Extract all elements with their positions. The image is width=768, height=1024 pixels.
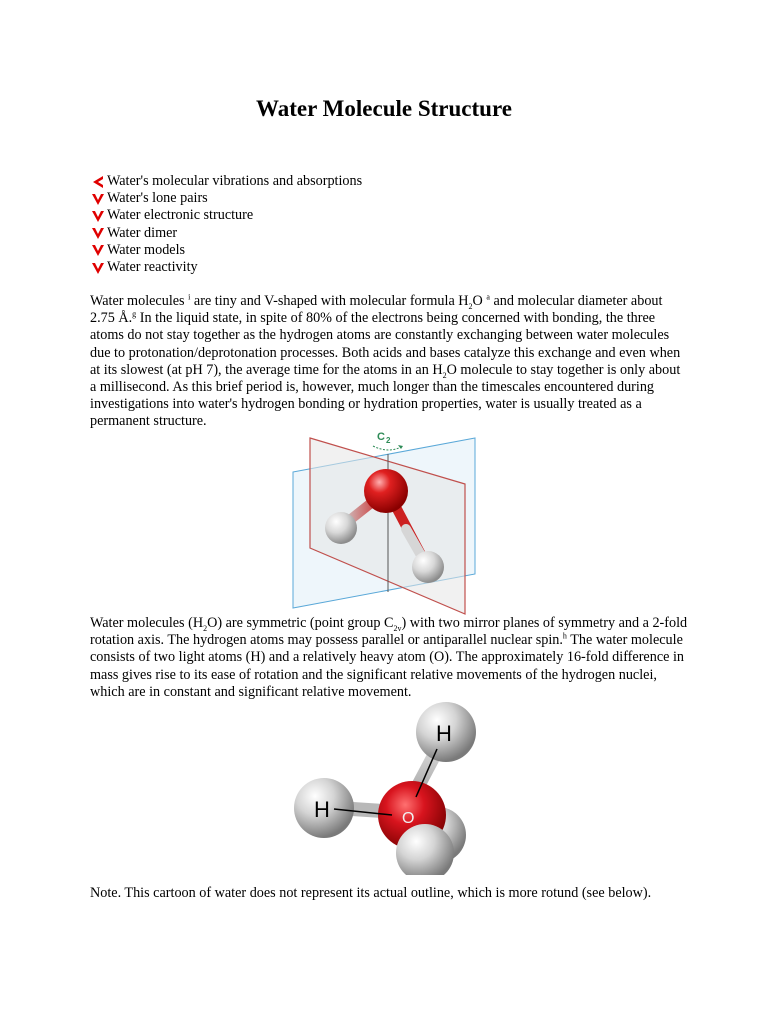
toc-link-dimer[interactable]: Water dimer bbox=[107, 224, 178, 241]
hydrogen-atom-right bbox=[412, 551, 444, 583]
svg-text:2: 2 bbox=[386, 436, 391, 445]
down-arrow-icon bbox=[90, 226, 106, 240]
symmetry-planes-figure bbox=[285, 424, 485, 616]
toc-link-models[interactable]: Water models bbox=[107, 241, 186, 258]
svg-text:C: C bbox=[377, 431, 385, 443]
down-arrow-icon bbox=[90, 209, 106, 223]
toc-item-vibrations[interactable] bbox=[90, 173, 362, 190]
c2-axis-label bbox=[373, 431, 403, 450]
label-o: O bbox=[402, 810, 415, 827]
toc-item-reactivity[interactable] bbox=[90, 259, 362, 276]
symmetry-paragraph: Water molecules $(H_2O)$ are symmetric (point group $C_{2v}$) with two mirror planes of symmetry and a 2-fold rotation axis. The hydrogen atoms may possess parallel or antiparallel nuclear spin.$^h$ The water molecule consists of two light atoms (H) and a relatively heavy atom (O). The approximately 16-fold difference in mass gives rise to its ease of rotation and the significant relative movements of the hydrogen nuclei, which are in constant and significant relative movement. bbox=[90, 615, 688, 700]
water-cartoon-figure bbox=[288, 697, 478, 875]
hydrogen-atom-left bbox=[325, 512, 357, 544]
toc-link-reactivity[interactable]: Water reactivity bbox=[107, 258, 198, 275]
page-title: Water Molecule Structure bbox=[256, 96, 512, 121]
intro-paragraph: Water molecules $^i$ are tiny and V-shaped with molecular formula $H_2O$ $^a$ and molecular diameter about 2.75 Å.$^g$ In the liquid state, in spite of 80% of the electrons being concerned with bonding, the three atoms do not stay together as the hydrogen atoms are constantly exchanging between water molecules due to protonation/deprotonation processes. Both acids and bases catalyze this exchange and even when at its slowest (at pH 7), the average time for the atoms in an $H_2O$ molecule to stay together is only about a millisecond. As this brief period is, however, much longer than the timescales encountered during investigations into water's hydrogen bonding or hydration properties, water is usually treated as a permanent structure. bbox=[90, 292, 681, 430]
label-h-top: H bbox=[436, 721, 452, 746]
toc-item-electronic-structure[interactable] bbox=[90, 207, 362, 224]
toc-link-electronic-structure[interactable]: Water electronic structure bbox=[107, 207, 254, 224]
toc-item-dimer[interactable] bbox=[90, 225, 362, 242]
down-arrow-icon bbox=[90, 243, 106, 257]
toc-link-lone-pairs[interactable]: Water's lone pairs bbox=[107, 190, 208, 207]
down-arrow-icon bbox=[90, 261, 106, 275]
note-text: Note. This cartoon of water does not represent its actual outline, which is more rotund (see below). bbox=[90, 885, 652, 901]
oxygen-atom bbox=[364, 469, 408, 513]
toc-link-vibrations[interactable]: Water's molecular vibrations and absorptions bbox=[107, 173, 363, 189]
label-h-left: H bbox=[314, 797, 330, 822]
toc-item-lone-pairs[interactable] bbox=[90, 190, 362, 207]
left-arrow-icon bbox=[90, 175, 106, 189]
toc-list bbox=[90, 173, 362, 276]
toc-item-models[interactable] bbox=[90, 242, 362, 259]
down-arrow-icon bbox=[90, 192, 106, 206]
